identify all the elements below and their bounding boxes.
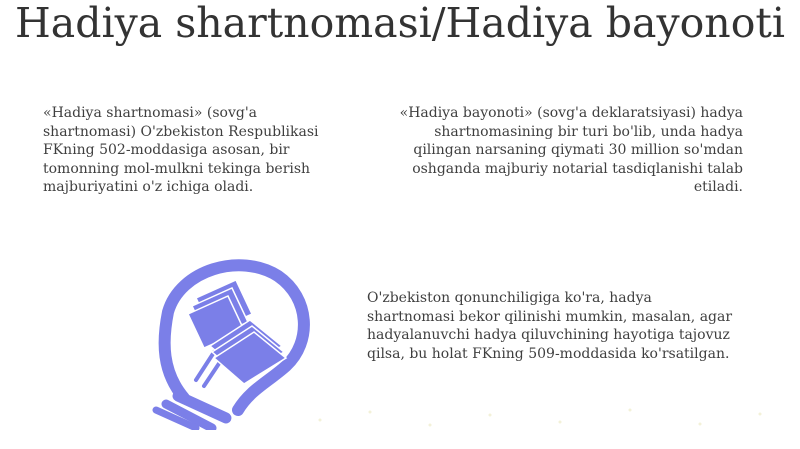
- decorative-dots: [300, 400, 800, 440]
- paragraph-gift-contract: «Hadiya shartnomasi» (sovg'a shartnomasi) O'zbekiston Respublikasi FKning 502-moddasiga asosan, bir tomonning mol-mulkni tekinga berish majburiyatini o'z ichiga oladi.: [43, 105, 319, 195]
- page-title: Hadiya shartnomasi/Hadiya bayonoti: [15, 0, 785, 47]
- lightbulb-book-icon: [100, 250, 310, 430]
- paragraph-gift-declaration: «Hadiya bayonoti» (sovg'a deklaratsiyasi) hadya shartnomasining bir turi bo'lib, unda hadya qilingan narsaning qiymati 30 million so'mdan oshganda majburiy notarial tasdiqlanishi talab etiladi.: [399, 105, 743, 195]
- paragraph-revocation: O'zbekiston qonunchiligiga ko'ra, hadya shartnomasi bekor qilinishi mumkin, masalan, agar hadyalanuvchi hadya qiluvchining hayotiga tajovuz qilsa, bu holat FKning 509-moddasida ko'rsatilgan.: [367, 290, 733, 362]
